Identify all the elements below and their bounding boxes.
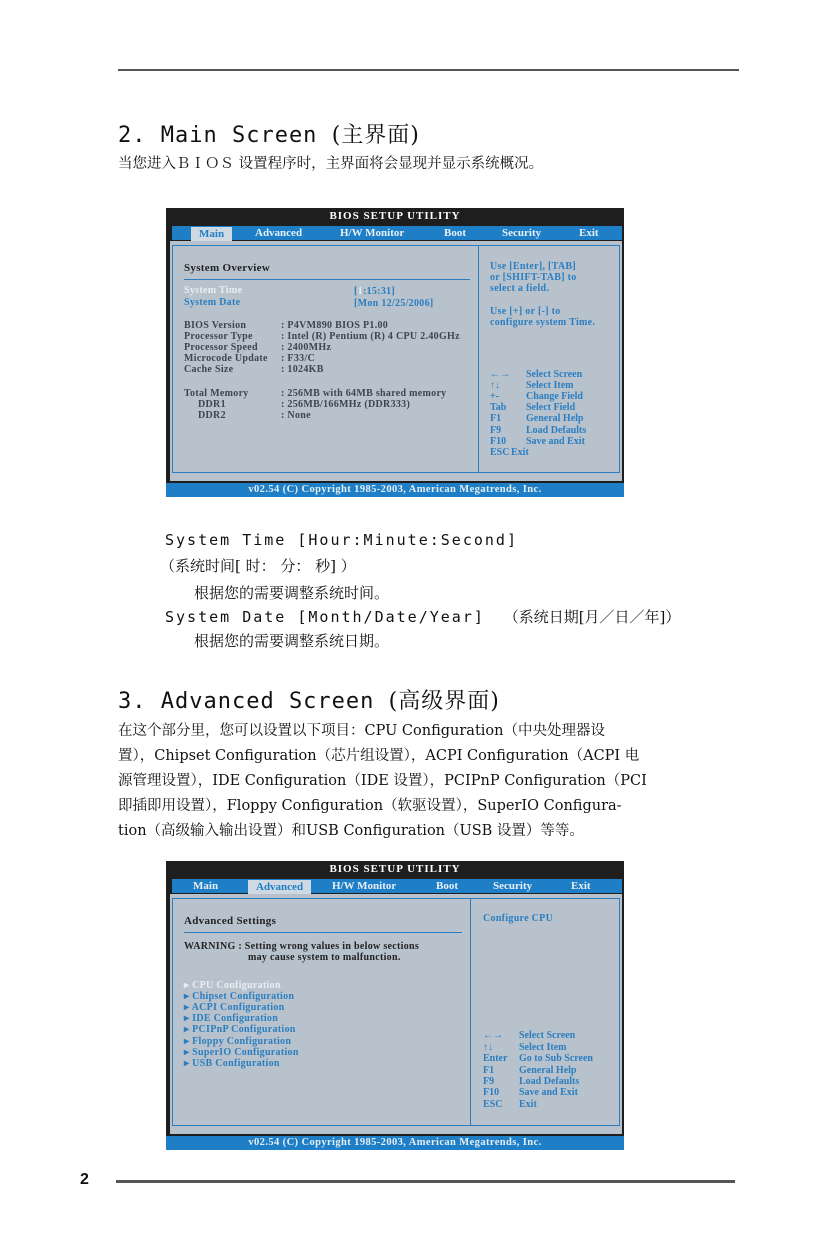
system-time-open: [ xyxy=(354,286,358,297)
adv-help-text: Configure CPU xyxy=(483,913,554,924)
system-time-label[interactable]: System Time xyxy=(184,285,243,296)
menu-item-acpi-label: ACPI Configuration xyxy=(191,1002,285,1013)
menu-item-floppy-label: Floppy Configuration xyxy=(192,1036,292,1047)
bios-adv-body xyxy=(170,894,622,1134)
info-value-1: : Intel (R) Pentium (R) 4 CPU 2.40GHz xyxy=(281,331,460,342)
menu-item-ide-label: IDE Configuration xyxy=(192,1013,279,1024)
system-date-zh: （系统日期[月／日／年]） xyxy=(503,608,681,626)
info-label-2: Processor Speed xyxy=(184,342,258,353)
key-5: F9 xyxy=(490,425,502,436)
advanced-underline xyxy=(184,932,462,933)
help-line-4: configure system Time. xyxy=(490,317,596,328)
key-2: +- xyxy=(490,391,500,402)
advanced-settings-title: Advanced Settings xyxy=(184,915,277,927)
overview-underline xyxy=(184,279,470,280)
section-3-heading xyxy=(118,684,500,715)
menu-advanced[interactable]: Advanced xyxy=(255,227,303,239)
menu-item-usb-label: USB Configuration xyxy=(192,1058,280,1069)
bios-body xyxy=(170,241,622,481)
info-label-1: Processor Type xyxy=(184,331,253,342)
memory-value-0: : 256MB with 64MB shared memory xyxy=(281,388,447,399)
menu-item-acpi[interactable]: ▸ ACPI Configuration xyxy=(184,1002,285,1013)
system-time-syntax: System Time [Hour:Minute:Second] xyxy=(165,531,518,549)
menu-item-floppy[interactable]: ▸ Floppy Configuration xyxy=(184,1036,292,1047)
key-0: ←→ xyxy=(490,369,510,380)
menu-item-superio-label: SuperIO Configuration xyxy=(192,1047,299,1058)
bottom-rule xyxy=(116,1180,735,1183)
key-6: F10 xyxy=(490,436,507,447)
section-3-heading-text: 3. Advanced Screen xyxy=(118,689,375,714)
section-2-intro: 当您进入ＢＩＯＳ 设置程序时，主界面将会显现并显示系统概况。 xyxy=(118,156,544,172)
menu-item-pcipnp[interactable]: ▸ PCIPnP Configuration xyxy=(184,1024,296,1035)
bios-advanced-screenshot xyxy=(166,861,624,1150)
bios-adv-divider xyxy=(470,899,471,1125)
key-desc-1: Select Item xyxy=(526,380,574,391)
section-3-line-3: 即插即用设置），Floppy Configuration（软驱设置），SuperIO Configura- xyxy=(118,798,622,814)
adv-key-desc-4: Load Defaults xyxy=(519,1076,580,1087)
key-1: ↑↓ xyxy=(490,380,500,391)
adv-menu-hw-monitor[interactable]: H/W Monitor xyxy=(332,880,397,892)
system-date-explain: 根据您的需要调整系统日期。 xyxy=(194,632,390,650)
system-time-value[interactable] xyxy=(354,286,395,297)
menu-item-usb[interactable]: ▸ USB Configuration xyxy=(184,1058,280,1069)
help-line-1: or [SHIFT-TAB] to xyxy=(490,272,577,283)
bios-adv-menubar xyxy=(172,879,622,893)
info-label-3: Microcode Update xyxy=(184,353,268,364)
help-line-0: Use [Enter], [TAB] xyxy=(490,261,577,272)
system-time-cursor: 1 xyxy=(357,286,363,297)
memory-value-1: : 256MB/166MHz (DDR333) xyxy=(281,399,411,410)
section-3-heading-zh: (高级界面) xyxy=(388,689,500,714)
warning-line-2: may cause system to malfunction. xyxy=(248,952,401,963)
menu-security[interactable]: Security xyxy=(502,227,542,239)
menu-exit[interactable]: Exit xyxy=(579,227,599,239)
section-2-heading-text: 2. Main Screen xyxy=(118,123,318,148)
bios-divider xyxy=(478,246,479,472)
top-rule xyxy=(118,69,739,71)
system-time-explain: 根据您的需要调整系统时间。 xyxy=(194,584,390,602)
adv-menu-exit[interactable]: Exit xyxy=(571,880,591,892)
adv-key-4: F9 xyxy=(483,1076,495,1087)
adv-menu-advanced[interactable]: Advanced xyxy=(248,880,311,894)
key-desc-3: Select Field xyxy=(526,402,576,413)
menu-item-pcipnp-label: PCIPnP Configuration xyxy=(192,1024,296,1035)
system-time-desc xyxy=(165,531,518,549)
system-date-label[interactable]: System Date xyxy=(184,297,241,308)
menu-boot[interactable]: Boot xyxy=(444,227,466,239)
menu-item-chipset[interactable]: ▸ Chipset Configuration xyxy=(184,991,295,1002)
adv-menu-boot[interactable]: Boot xyxy=(436,880,458,892)
adv-key-0: ←→ xyxy=(483,1030,503,1041)
memory-label-1: DDR1 xyxy=(198,399,226,410)
system-date-syntax: System Date [Month/Date/Year] xyxy=(165,608,485,626)
section-3-line-2: 源管理设置），IDE Configuration（IDE 设置），PCIPnP Configuration（PCI xyxy=(118,773,647,789)
menu-item-superio[interactable]: ▸ SuperIO Configuration xyxy=(184,1047,299,1058)
section-3-line-0: 在这个部分里，您可以设置以下项目：CPU Configuration（中央处理器设 xyxy=(118,723,605,739)
adv-key-desc-2: Go to Sub Screen xyxy=(519,1053,593,1064)
section-2-heading xyxy=(118,118,420,149)
key-desc-2: Change Field xyxy=(526,391,583,402)
memory-label-0: Total Memory xyxy=(184,388,249,399)
menu-item-ide[interactable]: ▸ IDE Configuration xyxy=(184,1013,279,1024)
page-number: 2 xyxy=(80,1171,89,1188)
system-time-rest: :15:31] xyxy=(362,286,396,297)
info-value-0: : P4VM890 BIOS P1.00 xyxy=(281,320,389,331)
adv-key-1: ↑↓ xyxy=(483,1042,493,1053)
system-date-desc xyxy=(165,606,680,627)
info-label-0: BIOS Version xyxy=(184,320,247,331)
section-2-heading-zh: (主界面) xyxy=(331,123,420,148)
menu-hw-monitor[interactable]: H/W Monitor xyxy=(340,227,405,239)
info-value-3: : F33/C xyxy=(281,353,316,364)
adv-key-desc-1: Select Item xyxy=(519,1042,567,1053)
adv-key-desc-5: Save and Exit xyxy=(519,1087,578,1098)
key-3: Tab xyxy=(490,402,507,413)
info-value-4: : 1024KB xyxy=(281,364,324,375)
memory-value-2: : None xyxy=(281,410,311,421)
info-label-4: Cache Size xyxy=(184,364,234,375)
system-date-value[interactable]: [Mon 12/25/2006] xyxy=(354,298,434,309)
adv-key-desc-0: Select Screen xyxy=(519,1030,576,1041)
adv-key-3: F1 xyxy=(483,1065,495,1076)
adv-key-2: Enter xyxy=(483,1053,508,1064)
section-3-line-1: 置），Chipset Configuration（芯片组设置），ACPI Configuration（ACPI 电 xyxy=(118,748,640,764)
menu-item-cpu-label: CPU Configuration xyxy=(192,980,281,991)
bios-adv-title: BIOS SETUP UTILITY xyxy=(329,863,461,875)
bios-menubar xyxy=(172,226,622,240)
adv-key-6: ESC xyxy=(483,1099,503,1110)
key-desc-0: Select Screen xyxy=(526,369,583,380)
menu-item-chipset-label: Chipset Configuration xyxy=(192,991,295,1002)
help-line-2: select a field. xyxy=(490,283,550,294)
bios-footer: v02.54 (C) Copyright 1985-2003, American Megatrends, Inc. xyxy=(166,483,624,497)
adv-key-desc-3: General Help xyxy=(519,1065,577,1076)
help-line-3: Use [+] or [-] to xyxy=(490,306,561,317)
adv-key-desc-6: Exit xyxy=(519,1099,537,1110)
adv-menu-main[interactable]: Main xyxy=(193,880,219,892)
section-3-line-4: tion（高级输入输出设置）和USB Configuration（USB 设置）等等。 xyxy=(118,823,584,839)
key-desc-4: General Help xyxy=(526,413,584,424)
warning-line-1: WARNING : Setting wrong values in below sections xyxy=(184,941,420,952)
info-value-2: : 2400MHz xyxy=(281,342,332,353)
key-desc-7: Exit xyxy=(511,447,529,458)
menu-main[interactable]: Main xyxy=(191,227,232,241)
adv-key-5: F10 xyxy=(483,1087,500,1098)
bios-adv-footer: v02.54 (C) Copyright 1985-2003, American Megatrends, Inc. xyxy=(166,1136,624,1150)
menu-item-cpu[interactable]: ▸ CPU Configuration xyxy=(184,980,281,991)
key-7: ESC xyxy=(490,447,510,458)
adv-menu-security[interactable]: Security xyxy=(493,880,533,892)
system-time-zh: （系统时间[ 时： 分： 秒] ） xyxy=(160,557,356,575)
system-overview-title: System Overview xyxy=(184,262,271,274)
key-4: F1 xyxy=(490,413,502,424)
memory-label-2: DDR2 xyxy=(198,410,226,421)
key-desc-5: Load Defaults xyxy=(526,425,587,436)
bios-title: BIOS SETUP UTILITY xyxy=(329,210,461,222)
bios-main-screenshot xyxy=(166,208,624,497)
key-desc-6: Save and Exit xyxy=(526,436,585,447)
